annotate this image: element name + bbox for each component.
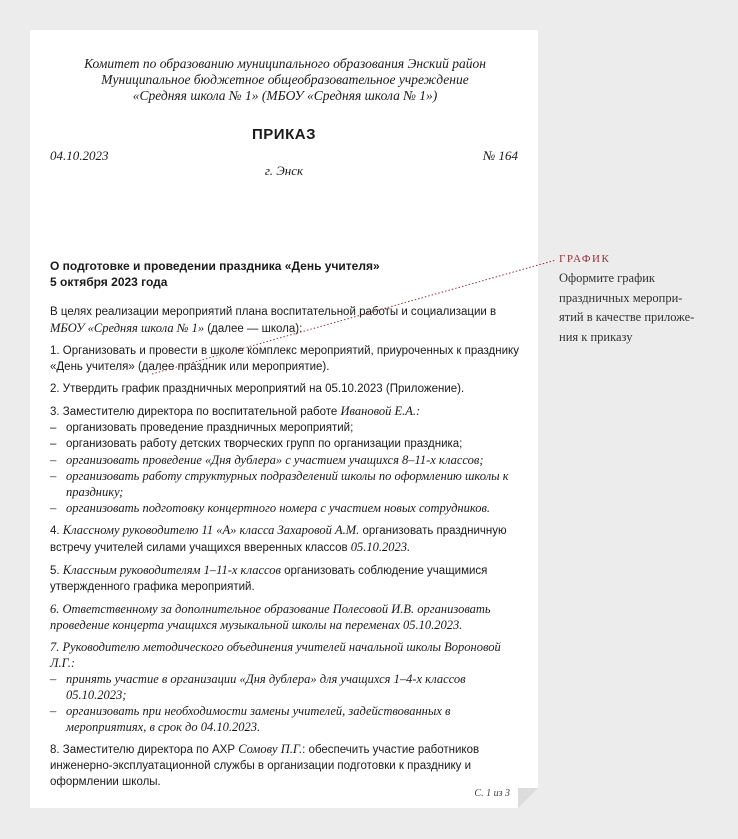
intro-text: В целях реализации мероприятий плана воспитательной работы и социализации в xyxy=(50,306,497,318)
list-item: – организовать при необходимости замены учителей, задействованных в мероприятиях, в срок до 04.10.2023. xyxy=(50,703,520,735)
intro-suffix: (далее — школа): xyxy=(204,323,303,335)
note-line: праздничных меропри- xyxy=(559,290,683,305)
item-1: 1. Организовать и провести в школе комплекс мероприятий, приуроченных к празднику «День учителя» (далее праздник или мероприятие). xyxy=(50,345,519,373)
item-4-date: 05.10.2023. xyxy=(350,540,411,554)
item-4-person: Классному руководителю 11 «А» класса Захаровой А.М. xyxy=(62,523,360,537)
item-5-text: организовать соблюдение учащимися утвержденного графика мероприятий. xyxy=(50,565,488,593)
document-number: № 164 xyxy=(482,148,518,163)
margin-note xyxy=(559,253,729,347)
list-item: – принять участие в организации «Дня дублера» для учащихся 1–4-х классов 05.10.2023; xyxy=(50,671,520,703)
bullet-text: организовать работу структурных подразделений школы по оформлению школы к празднику; xyxy=(66,469,509,499)
note-line: ятий в качестве приложе- xyxy=(559,310,695,324)
item-3-person: Ивановой Е.А.: xyxy=(340,404,421,418)
note-line: Оформите график xyxy=(559,271,655,285)
bullet-text: организовать подготовку концертного номера с участием новых сотрудников. xyxy=(66,501,491,515)
bullet-text: принять участие в организации «Дня дублера» для учащихся 1–4-х классов 05.10.2023; xyxy=(66,672,466,702)
subject-line-2: 5 октября 2023 года xyxy=(50,275,168,289)
document-title: ПРИКАЗ xyxy=(252,126,316,143)
list-item: – организовать проведение праздничных мероприятий; xyxy=(50,422,354,434)
list-item: – организовать работу структурных подразделений школы по оформлению школы к празднику; xyxy=(50,468,520,500)
document-date: 04.10.2023 xyxy=(50,148,109,163)
item-5-person: Классным руководителям 1–11-х классов xyxy=(62,563,281,577)
item-4-num: 4. xyxy=(50,525,63,537)
item-8-text: 8. Заместителю директора по АХР xyxy=(50,744,239,756)
item-7-text: 7. Руководителю методического объединения учителей начальной школы Вороновой Л.Г.: xyxy=(50,640,501,670)
intro-school: МБОУ «Средняя школа № 1» xyxy=(50,321,205,335)
bullet-text: организовать проведение «Дня дублера» с участием учащихся 8–11-х классов; xyxy=(66,453,484,467)
item-6: 6. Ответственному за дополнительное образование Полесовой И.В. организовать проведение концерта учащихся музыкальной школы на переменах 05.10.2023. xyxy=(50,602,491,632)
document-city: г. Энск xyxy=(264,163,304,178)
note-line: ния к приказу xyxy=(559,329,633,344)
list-item: – организовать работу детских творческих групп по организации праздника; xyxy=(50,438,463,450)
item-5-num: 5. xyxy=(50,565,63,577)
item-2: 2. Утвердить график праздничных мероприятий на 05.10.2023 (Приложение). xyxy=(50,383,465,395)
page-counter: С. 1 из 3 xyxy=(474,788,510,799)
item-8-rest: : обеспечить участие работников инженерно-эксплуатационной службы в организации подготовки к празднику и оформлении школы. xyxy=(50,744,480,788)
header-line-3: «Средняя школа № 1» (МБОУ «Средняя школа № 1») xyxy=(132,88,438,103)
item-4-text: организовать праздничную встречу учителей силами учащихся вверенных классов xyxy=(50,525,507,554)
item-8-person: Сомову П.Г. xyxy=(238,742,303,756)
list-item: – организовать проведение «Дня дублера» с участием учащихся 8–11-х классов; xyxy=(50,453,484,467)
bullet-text: организовать проведение праздничных мероприятий; xyxy=(66,422,354,434)
list-item: – организовать подготовку концертного номера с участием новых сотрудников. xyxy=(50,501,491,515)
subject-line-1: О подготовке и проведении праздника «День учителя» xyxy=(50,259,380,273)
header-line-1: Комитет по образованию муниципального образования Энский район xyxy=(84,56,486,71)
header-line-2: Муниципальное бюджетное общеобразовательное учреждение xyxy=(101,72,469,87)
item-3-text: 3. Заместителю директора по воспитательной работе xyxy=(50,406,341,418)
bullet-text: организовать при необходимости замены учителей, задействованных в мероприятиях, в срок до 04.10.2023. xyxy=(66,704,451,734)
bullet-text: организовать работу детских творческих групп по организации праздника; xyxy=(66,438,463,450)
note-title: ГРАФИК xyxy=(559,253,611,265)
